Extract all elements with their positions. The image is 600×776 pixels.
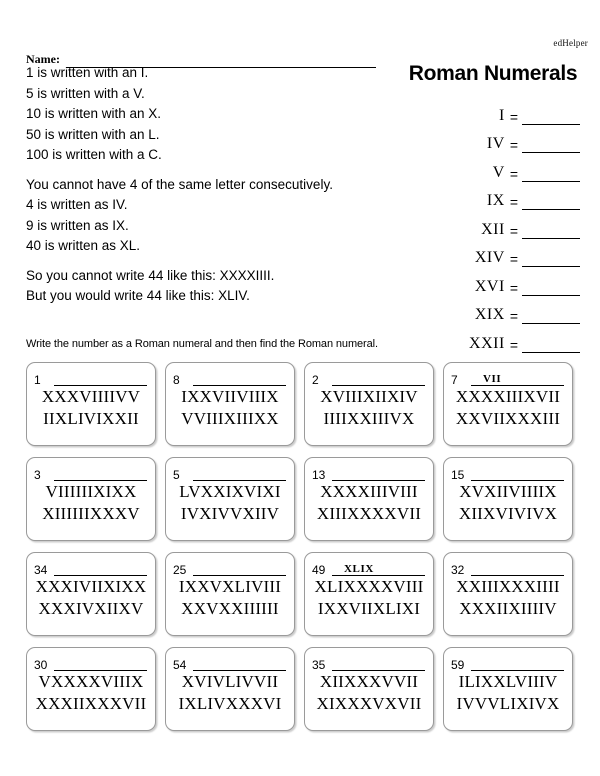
- puzzle-letter-row: IXXVXLIVIII: [178, 577, 282, 596]
- lesson-line: 100 is written with a C.: [26, 147, 162, 162]
- puzzle-letter-row: XXXIVXIIXV: [38, 599, 144, 619]
- lesson-line: 9 is written as IX.: [26, 217, 129, 233]
- key-numeral: XIV: [474, 249, 505, 266]
- puzzle-cell: [304, 647, 434, 731]
- puzzle-number: 5: [173, 468, 180, 482]
- puzzle-cell-header: [451, 369, 567, 386]
- puzzle-number: 59: [451, 658, 465, 672]
- key-answer-blank[interactable]: [522, 225, 580, 239]
- puzzle-cell: [443, 362, 573, 446]
- key-answer-blank[interactable]: [522, 139, 580, 153]
- puzzle-cell-header: [173, 559, 289, 576]
- key-numeral: IX: [486, 192, 505, 209]
- key-numeral: I: [498, 106, 505, 124]
- equals-sign: =: [509, 279, 518, 296]
- puzzle-answer-blank[interactable]: [193, 466, 286, 481]
- key-numeral: XII: [481, 220, 505, 238]
- puzzle-letter-row: IXLIVXXXVI: [178, 694, 282, 714]
- key-row: [430, 324, 580, 353]
- key-answer-blank[interactable]: [522, 196, 580, 210]
- puzzle-cell-header: [34, 654, 150, 671]
- puzzle-answer-blank[interactable]: [471, 561, 564, 576]
- puzzle-letter-row: XXIIIXXXIIII: [456, 577, 560, 596]
- page-title: Roman Numerals: [408, 62, 578, 85]
- puzzle-cell: [304, 457, 434, 541]
- key-row: [430, 239, 580, 268]
- roman-numeral-key-list: [430, 96, 580, 353]
- key-answer-blank[interactable]: [522, 111, 580, 125]
- puzzle-cell: [443, 647, 573, 731]
- puzzle-letter-row: IVVVLIXIVX: [456, 694, 560, 714]
- puzzle-cell-header: [34, 559, 150, 576]
- puzzle-cell-header: [173, 464, 289, 481]
- puzzle-number: 49: [312, 563, 326, 577]
- lesson-line: You cannot have 4 of the same letter consecutively.: [26, 176, 333, 192]
- puzzle-answer-blank[interactable]: [193, 561, 286, 576]
- puzzle-answer-value: XLIX: [344, 563, 374, 575]
- name-label: Name:: [26, 52, 60, 66]
- equals-sign: =: [509, 137, 518, 153]
- puzzle-letter-row: ILIXXLVIIIV: [458, 672, 558, 691]
- puzzle-answer-blank[interactable]: [332, 656, 425, 671]
- puzzle-answer-blank[interactable]: [332, 561, 425, 576]
- puzzle-letter-row: XIIXVIVIVX: [458, 504, 558, 524]
- puzzle-cell: [304, 362, 434, 446]
- puzzle-number: 54: [173, 658, 187, 672]
- puzzle-cell-header: [312, 464, 428, 481]
- puzzle-number: 3: [34, 468, 41, 482]
- key-row: [430, 96, 580, 125]
- puzzle-cell-header: [451, 654, 567, 671]
- lesson-line: 40 is written as XL.: [26, 238, 141, 253]
- key-row: [430, 182, 580, 211]
- key-numeral: V: [492, 163, 505, 181]
- puzzle-cell-header: [173, 369, 289, 386]
- puzzle-letter-row: XVIIIXIIXIV: [320, 387, 418, 406]
- puzzle-number: 7: [451, 373, 458, 387]
- key-answer-blank[interactable]: [522, 282, 580, 296]
- key-numeral: XIX: [474, 306, 505, 323]
- puzzle-letter-row: IXXVIIXLIXI: [317, 599, 421, 619]
- puzzle-letter-row: VVIIIXIIIXX: [181, 409, 279, 429]
- equals-sign: =: [509, 251, 518, 267]
- key-numeral: XVI: [474, 277, 505, 295]
- puzzle-cell-header: [312, 369, 428, 386]
- key-answer-blank[interactable]: [522, 253, 580, 267]
- puzzle-cell: [443, 457, 573, 541]
- key-row: [430, 153, 580, 182]
- key-answer-blank[interactable]: [522, 310, 580, 324]
- key-answer-blank[interactable]: [522, 339, 580, 353]
- puzzle-answer-blank[interactable]: [54, 466, 147, 481]
- key-row: [430, 296, 580, 325]
- puzzle-cell: [26, 362, 156, 446]
- puzzle-cell-header: [312, 559, 428, 576]
- puzzle-cell: [304, 552, 434, 636]
- lesson-text-block: [26, 66, 426, 310]
- puzzle-number: 2: [312, 373, 319, 387]
- key-row: [430, 125, 580, 154]
- puzzle-answer-blank[interactable]: [54, 371, 147, 386]
- puzzle-number: 32: [451, 563, 465, 577]
- puzzle-answer-value: VII: [483, 373, 502, 385]
- puzzle-cell: [26, 457, 156, 541]
- puzzle-answer-blank[interactable]: [193, 371, 286, 386]
- puzzle-answer-blank[interactable]: [332, 466, 425, 481]
- puzzle-answer-blank[interactable]: [471, 656, 564, 671]
- puzzle-number: 34: [34, 563, 48, 577]
- lesson-line: But you would write 44 like this: XLIV.: [26, 288, 250, 303]
- puzzle-cell: [165, 552, 295, 636]
- puzzle-letter-row: XXXVIIIIVV: [41, 387, 141, 406]
- puzzle-cell: [26, 647, 156, 731]
- puzzle-letter-row: XVXIIVIIIIX: [459, 482, 557, 501]
- puzzle-letter-row: IVXIVVXIIV: [180, 504, 280, 524]
- puzzle-letter-row: XIIIXXXXVII: [316, 504, 422, 524]
- puzzle-letter-row: XXVXXIIIIII: [181, 599, 279, 619]
- puzzle-number: 1: [34, 373, 41, 387]
- lesson-line: 10 is written with an X.: [26, 106, 162, 121]
- puzzle-cell: [165, 647, 295, 731]
- puzzle-letter-row: XXXIIXIIIIV: [459, 599, 557, 619]
- puzzle-answer-blank[interactable]: [193, 656, 286, 671]
- key-answer-blank[interactable]: [522, 168, 580, 182]
- puzzle-cell-header: [451, 559, 567, 576]
- key-numeral: XXII: [469, 334, 505, 352]
- puzzle-letter-row: XXXIIXXXVII: [35, 694, 147, 714]
- equals-sign: =: [509, 165, 518, 182]
- puzzle-cell-header: [173, 654, 289, 671]
- puzzle-cell: [165, 362, 295, 446]
- puzzle-answer-blank[interactable]: [471, 371, 564, 386]
- puzzle-answer-blank[interactable]: [54, 656, 147, 671]
- edhelper-logo: edHelper: [553, 38, 588, 48]
- puzzle-number: 25: [173, 563, 187, 577]
- puzzle-letter-row: XIXXXVXVII: [316, 694, 422, 714]
- puzzle-cell: [443, 552, 573, 636]
- puzzle-number: 13: [312, 468, 326, 482]
- equals-sign: =: [509, 336, 518, 353]
- puzzle-number: 35: [312, 658, 326, 672]
- puzzle-answer-blank[interactable]: [471, 466, 564, 481]
- lesson-line: 50 is written with an L.: [26, 126, 160, 142]
- puzzle-number: 8: [173, 373, 180, 387]
- puzzle-letter-row: VXXXXVIIIX: [38, 672, 144, 691]
- puzzle-letter-row: LVXXIXVIXI: [179, 482, 281, 501]
- puzzle-letter-row: XLIXXXXVIII: [314, 577, 424, 596]
- puzzle-number: 30: [34, 658, 48, 672]
- puzzle-cell-header: [34, 369, 150, 386]
- puzzle-letter-row: IXXVIIVIIIX: [181, 387, 279, 406]
- lesson-line: 4 is written as IV.: [26, 197, 128, 212]
- puzzle-answer-blank[interactable]: [54, 561, 147, 576]
- puzzle-letter-row: IIIIXXIIIVX: [323, 409, 415, 429]
- puzzle-letter-row: IIXLIVIXXII: [43, 409, 139, 429]
- puzzle-cell-header: [312, 654, 428, 671]
- puzzle-letter-row: XXXXIIIVIII: [320, 482, 418, 501]
- puzzle-letter-row: XIIIIIIXXXV: [42, 504, 140, 524]
- key-row: [430, 210, 580, 239]
- puzzle-letter-row: XIIXXXVVII: [319, 672, 419, 691]
- key-row: [430, 267, 580, 296]
- lesson-line: 5 is written with a V.: [26, 85, 145, 101]
- puzzle-cell: [165, 457, 295, 541]
- puzzle-letter-row: VIIIIIIXIXX: [45, 482, 137, 501]
- puzzle-number: 15: [451, 468, 465, 482]
- puzzle-grid: [26, 362, 574, 731]
- equals-sign: =: [509, 222, 518, 239]
- equals-sign: =: [509, 308, 518, 324]
- puzzle-letter-row: XVIVLIVVII: [181, 672, 279, 691]
- directions-text: Write the number as a Roman numeral and then find the Roman numeral.: [26, 338, 378, 350]
- puzzle-letter-row: XXVIIXXXIII: [455, 409, 561, 429]
- puzzle-answer-blank[interactable]: [332, 371, 425, 386]
- puzzle-letter-row: XXXIVIIXIXX: [35, 577, 147, 596]
- key-numeral: IV: [486, 135, 505, 152]
- lesson-line: 1 is written with an I.: [26, 65, 149, 80]
- puzzle-cell-header: [451, 464, 567, 481]
- puzzle-cell-header: [34, 464, 150, 481]
- puzzle-letter-row: XXXXIIIXVII: [455, 387, 561, 406]
- puzzle-cell: [26, 552, 156, 636]
- equals-sign: =: [509, 108, 518, 125]
- equals-sign: =: [509, 194, 518, 210]
- lesson-line: So you cannot write 44 like this: XXXXIIII.: [26, 267, 275, 283]
